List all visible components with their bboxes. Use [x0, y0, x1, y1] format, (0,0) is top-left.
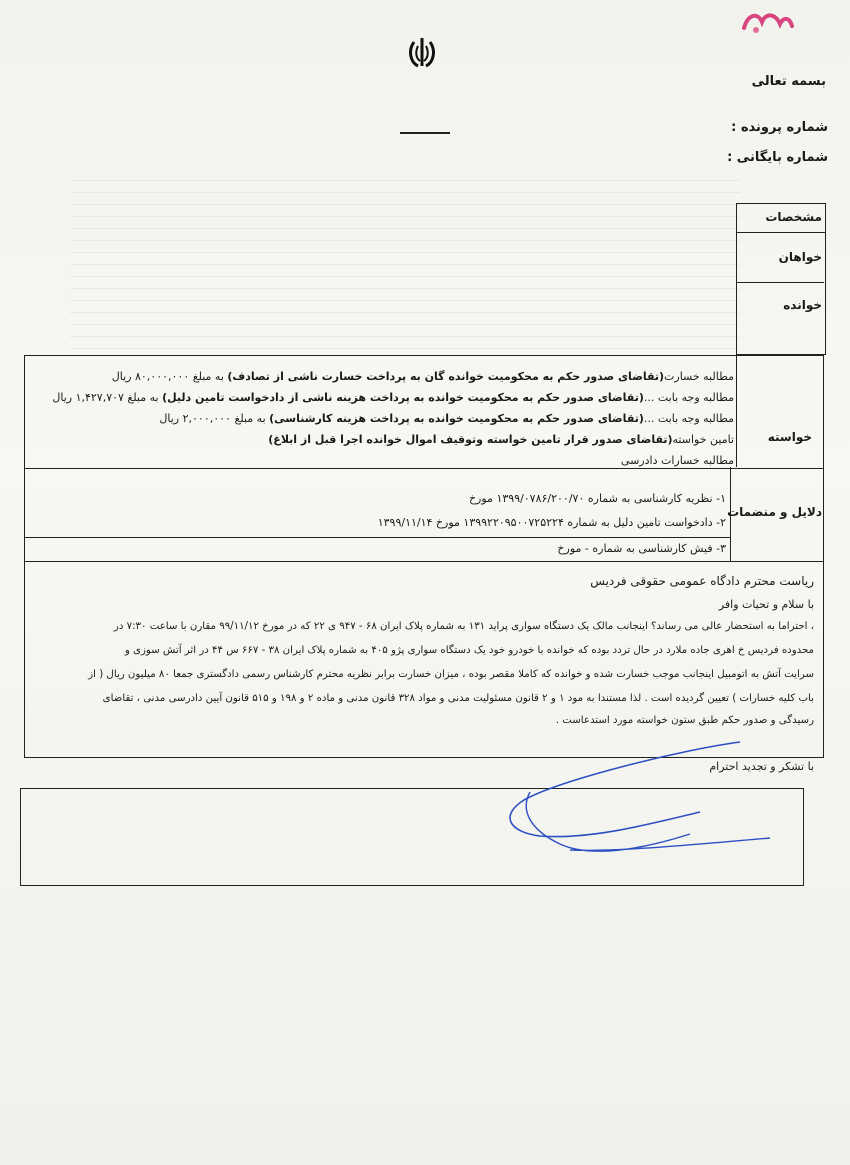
- claim-line-3: مطالبه وجه بابت ...(تقاضای صدور حکم به محکومیت خوانده به پرداخت هزینه کارشناسی) به مبلغ ۲,۰۰۰,۰۰۰ ریال: [159, 412, 734, 425]
- letter-greeting: با سلام و تحیات وافر: [718, 598, 814, 611]
- letter-line-4: باب کلیه خسارات ) تعیین گردیده است . لذا مستندا به مود ۱ و ۲ قانون مسئولیت مدنی و مواد ۳۲۸ قانون مدنی و ماده ۲ و ۱۹۸ و ۵۱۵ قانون آیین دادرسی مدنی ، تقاضای: [102, 693, 814, 704]
- plaintiff-label: خواهان: [778, 250, 822, 264]
- pink-stamp-fragment: [736, 8, 796, 38]
- claim-line-2: مطالبه وجه بابت ...(تقاضای صدور حکم به محکومیت خوانده به پرداخت هزینه ناشی از دادخواست تامین دلیل) به مبلغ ۱,۴۲۷,۷۰۷ ریال: [52, 391, 734, 404]
- handwritten-signature: [500, 740, 780, 880]
- underlying-form-lines: [70, 180, 740, 350]
- defendant-label: خوانده: [783, 298, 822, 312]
- bismillah-heading: بسمه تعالی: [751, 74, 826, 89]
- evidence-line-1: ۱- نظریه کارشناسی به شماره ۱۳۹۹/۰۷۸۶/۲۰۰/۷۰ مورخ: [468, 492, 726, 505]
- letter-closing: با تشکر و تجدید احترام: [709, 760, 814, 773]
- letter-line-2: محدوده فردیس خ اهری جاده ملارد در حال تردد بوده که خوانده با خودرو خود یک دستگاه سواری پژو ۴۰۵ به شماره پلاک ایران ۳۸ - ۶۶۷ س ۴۴ در اثر آتش سوزی و: [124, 645, 814, 656]
- national-emblem-icon: [404, 34, 440, 70]
- specs-title: مشخصات: [765, 210, 822, 224]
- handwritten-dash: [400, 132, 450, 134]
- row-divider: [736, 282, 824, 283]
- letter-addressee: ریاست محترم دادگاه عمومی حقوقی فردیس: [590, 574, 814, 588]
- letter-line-5: رسیدگی و صدور حکم طبق ستون خواسته مورد استدعاست .: [555, 715, 814, 726]
- letter-line-3: سرایت آتش به اتومبیل اینجانب موجب خسارت شده و خوانده که کاملا مقصر بوده ، میزان خسارت برابر نظریه محترم کارشناس رسمی دادگستری جمعا ۸۰ میلیون ریال ( از: [88, 669, 814, 680]
- evidence-line-2: ۲- دادخواست تامین دلیل به شماره ۱۳۹۹۲۲۰۹۵۰۰۷۲۵۲۲۴ مورخ ۱۳۹۹/۱۱/۱۴: [377, 516, 726, 529]
- letter-line-1: ، احتراما به استحضار عالی می رساند؟ اینجانب مالک یک دستگاه سواری پراید ۱۳۱ به شماره پلاک ایران ۶۸ - ۹۴۷ ی ۲۲ که در مورخ ۹۹/۱۱/۱۲ مقارن با ساعت ۷:۳۰ در: [113, 621, 814, 632]
- claim-line-1: مطالبه خسارت(تقاضای صدور حکم به محکومیت خوانده گان به پرداخت خسارت ناشی از تصادف) به مبلغ ۸۰,۰۰۰,۰۰۰ ریال: [111, 370, 734, 383]
- claim-line-4: تامین خواسته(تقاضای صدور قرار تامین خواسته وتوقیف اموال خوانده اجرا قبل از ابلاغ): [268, 433, 734, 446]
- file-number-label: شماره پرونده :: [731, 120, 828, 135]
- evidence-line-3: ۳- فیش کارشناسی به شماره - مورخ: [557, 542, 726, 555]
- archive-number-label: شماره بایگانی :: [727, 150, 828, 165]
- evidence-inner-divider: [24, 537, 730, 538]
- claims-column-divider: [736, 355, 737, 467]
- claims-label: خواسته: [767, 430, 812, 444]
- evidence-label: دلایل و منضمات: [727, 505, 822, 519]
- claim-line-5: مطالبه خسارات دادرسی: [620, 454, 734, 467]
